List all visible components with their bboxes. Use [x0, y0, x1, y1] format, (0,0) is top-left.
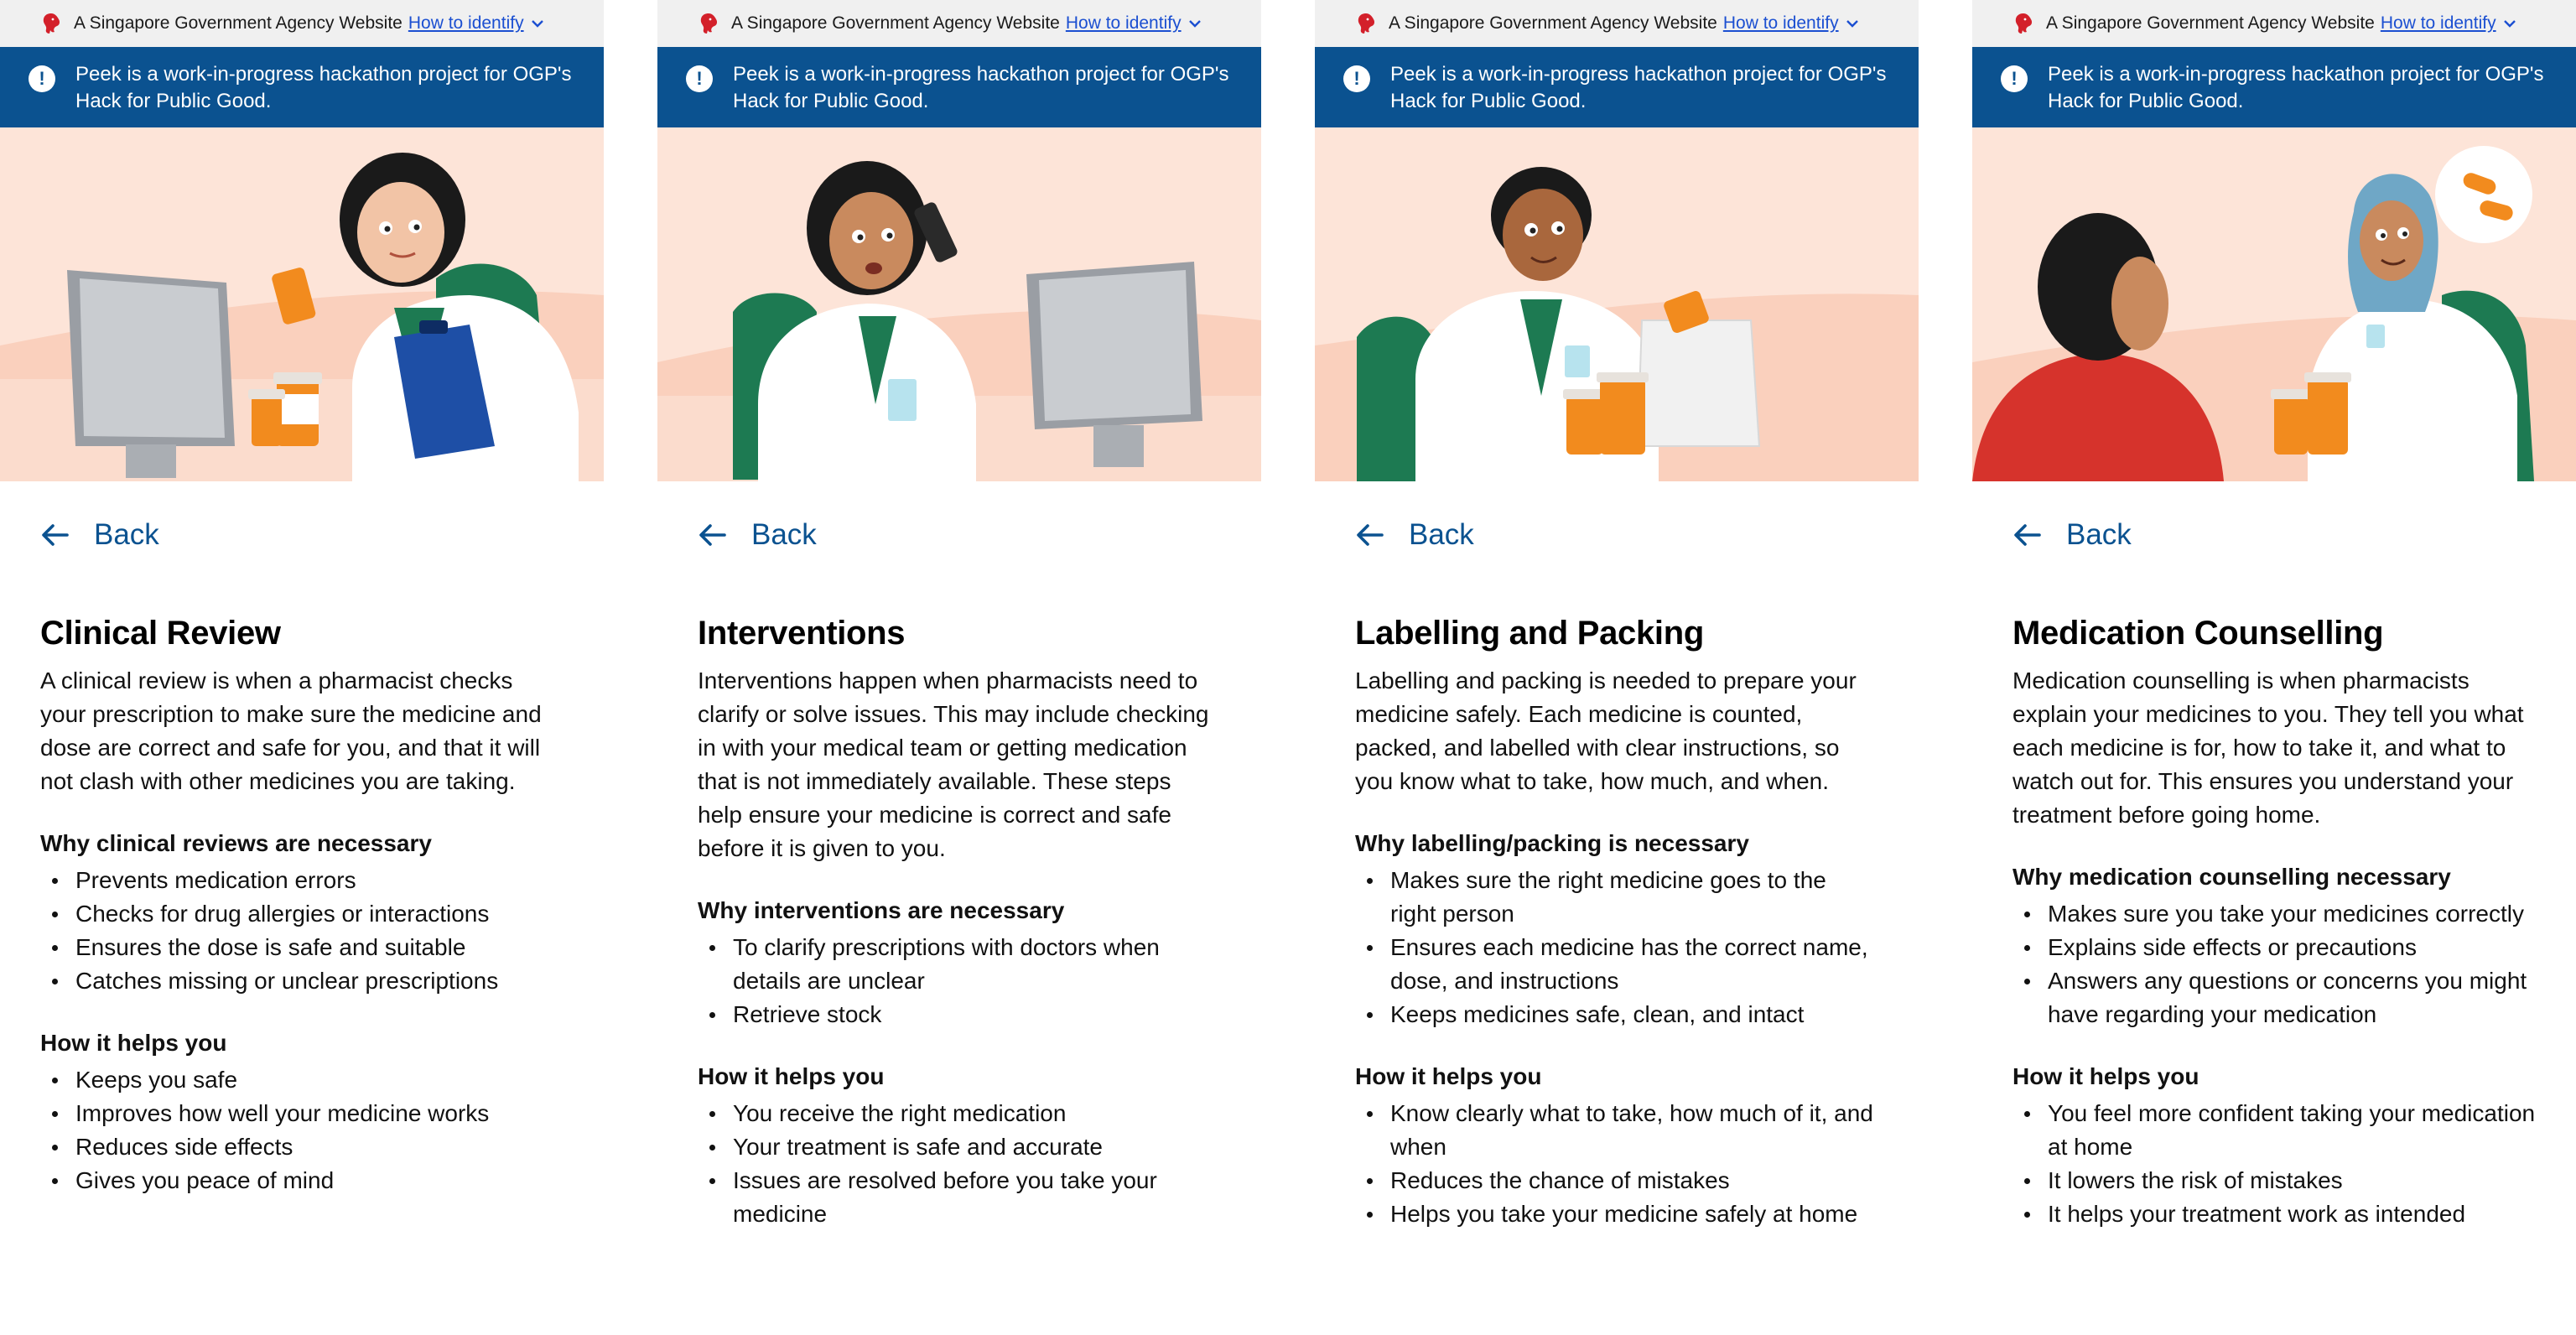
how-heading: How it helps you: [2012, 1063, 2199, 1089]
back-button[interactable]: [1355, 517, 1919, 553]
how-list: [1355, 1097, 1878, 1231]
how-to-identify-link[interactable]: How to identify: [1722, 13, 1839, 33]
page-title: Interventions: [698, 615, 906, 652]
list-item: Prevents medication errors: [40, 864, 564, 897]
singapore-lion-icon: [40, 12, 62, 35]
why-heading: Why medication counselling necessary: [2012, 864, 2451, 890]
list-item: Improves how well your medicine works: [40, 1097, 564, 1130]
gov-masthead: [657, 0, 1261, 47]
how-list: [2012, 1097, 2536, 1231]
back-label: Back: [1409, 518, 1474, 551]
masthead-text: A Singapore Government Agency Website: [2046, 13, 2375, 33]
hero-illustration-slot: [0, 127, 604, 481]
page-title: Clinical Review: [40, 615, 281, 652]
pharmacist-phone-call-illustration: [657, 127, 1261, 481]
list-item: Keeps medicines safe, clean, and intact: [1355, 998, 1878, 1031]
back-label: Back: [94, 518, 159, 551]
list-item: Ensures the dose is safe and suitable: [40, 931, 564, 964]
gov-masthead: [0, 0, 604, 47]
article-content: [1972, 612, 2576, 1231]
chevron-down-icon[interactable]: [531, 18, 544, 29]
list-item: Answers any questions or concerns you might have regarding your medication: [2012, 964, 2536, 1031]
why-list: [698, 931, 1221, 1031]
article-content: [0, 612, 604, 1197]
back-label: Back: [2066, 518, 2132, 551]
chevron-down-icon[interactable]: [1188, 18, 1202, 29]
back-button[interactable]: [40, 517, 604, 553]
intro-paragraph: Interventions happen when pharmacists need to clarify or solve issues. This may include checking in with your medical team or getting medication that is not immediately available. These steps help ensure your medicine is correct and safe before it is given to you.: [698, 668, 1209, 861]
list-item: Makes sure you take your medicines correctly: [2012, 897, 2536, 931]
article-content: [1315, 612, 1919, 1231]
banner-text: Peek is a work-in-progress hackathon project for OGP's Hack for Public Good.: [75, 63, 572, 112]
page-title: Medication Counselling: [2012, 615, 2384, 652]
list-item: It lowers the risk of mistakes: [2012, 1164, 2536, 1197]
masthead-text: A Singapore Government Agency Website: [731, 13, 1060, 33]
list-item: Ensures each medicine has the correct name, dose, and instructions: [1355, 931, 1878, 998]
singapore-lion-icon: [1355, 12, 1377, 35]
why-heading: Why interventions are necessary: [698, 897, 1065, 923]
arrow-left-icon: [1355, 522, 1384, 548]
list-item: Makes sure the right medicine goes to the right person: [1355, 864, 1878, 931]
page-panel-4: [1972, 0, 2576, 1335]
how-to-identify-link[interactable]: How to identify: [1065, 13, 1182, 33]
intro-paragraph: Labelling and packing is needed to prepare your medicine safely. Each medicine is counted, packed, and labelled with clear instructions, so you know what to take, how much, and when.: [1355, 668, 1857, 794]
info-icon: !: [1343, 65, 1370, 92]
list-item: Checks for drug allergies or interactions: [40, 897, 564, 931]
page-title: Labelling and Packing: [1355, 615, 1705, 652]
banner-text: Peek is a work-in-progress hackathon project for OGP's Hack for Public Good.: [733, 63, 1229, 112]
masthead-text: A Singapore Government Agency Website: [1389, 13, 1717, 33]
singapore-lion-icon: [698, 12, 719, 35]
list-item: It helps your treatment work as intended: [2012, 1197, 2536, 1231]
info-icon: !: [686, 65, 713, 92]
pharmacist-packing-illustration: [1315, 127, 1919, 481]
hackathon-notice-banner: [657, 47, 1261, 127]
info-icon: !: [29, 65, 55, 92]
how-heading: How it helps you: [698, 1063, 885, 1089]
info-icon: !: [2001, 65, 2028, 92]
list-item: Reduces side effects: [40, 1130, 564, 1164]
how-to-identify-link[interactable]: How to identify: [2380, 13, 2496, 33]
chevron-down-icon[interactable]: [1846, 18, 1859, 29]
chevron-down-icon[interactable]: [2503, 18, 2516, 29]
intro-paragraph: Medication counselling is when pharmacists explain your medicines to you. They tell you what each medicine is for, how to take it, and what to watch out for. This ensures you understand your treatment before going home.: [2012, 668, 2524, 828]
how-heading: How it helps you: [1355, 1063, 1542, 1089]
list-item: Explains side effects or precautions: [2012, 931, 2536, 964]
page-panel-3: [1315, 0, 1919, 1335]
list-item: To clarify prescriptions with doctors when details are unclear: [698, 931, 1221, 998]
banner-text: Peek is a work-in-progress hackathon project for OGP's Hack for Public Good.: [1390, 63, 1887, 112]
gov-masthead: [1972, 0, 2576, 47]
why-list: [2012, 897, 2536, 1031]
article-content: [657, 612, 1261, 1231]
banner-text: Peek is a work-in-progress hackathon project for OGP's Hack for Public Good.: [2048, 63, 2544, 112]
hackathon-notice-banner: [1972, 47, 2576, 127]
back-button[interactable]: [2012, 517, 2576, 553]
back-button[interactable]: [698, 517, 1261, 553]
hero-illustration-slot: [1972, 127, 2576, 481]
why-list: [40, 864, 564, 998]
how-list: [698, 1097, 1221, 1231]
arrow-left-icon: [40, 522, 69, 548]
arrow-left-icon: [698, 522, 726, 548]
list-item: Catches missing or unclear prescriptions: [40, 964, 564, 998]
gov-masthead: [1315, 0, 1919, 47]
singapore-lion-icon: [2012, 12, 2034, 35]
hackathon-notice-banner: [1315, 47, 1919, 127]
how-heading: How it helps you: [40, 1030, 227, 1056]
list-item: Issues are resolved before you take your medicine: [698, 1164, 1221, 1231]
how-list: [40, 1063, 564, 1197]
pharmacist-counselling-illustration: [1972, 127, 2576, 481]
hackathon-notice-banner: [0, 47, 604, 127]
hero-illustration-slot: [1315, 127, 1919, 481]
list-item: Your treatment is safe and accurate: [698, 1130, 1221, 1164]
why-list: [1355, 864, 1878, 1031]
hero-illustration-slot: [657, 127, 1261, 481]
back-label: Back: [751, 518, 817, 551]
list-item: Retrieve stock: [698, 998, 1221, 1031]
list-item: Gives you peace of mind: [40, 1164, 564, 1197]
list-item: Reduces the chance of mistakes: [1355, 1164, 1878, 1197]
page-panel-2: [657, 0, 1261, 1335]
arrow-left-icon: [2012, 522, 2041, 548]
masthead-text: A Singapore Government Agency Website: [74, 13, 402, 33]
list-item: You feel more confident taking your medication at home: [2012, 1097, 2536, 1164]
list-item: Know clearly what to take, how much of it, and when: [1355, 1097, 1878, 1164]
list-item: You receive the right medication: [698, 1097, 1221, 1130]
why-heading: Why clinical reviews are necessary: [40, 830, 432, 856]
list-item: Helps you take your medicine safely at home: [1355, 1197, 1878, 1231]
why-heading: Why labelling/packing is necessary: [1355, 830, 1749, 856]
how-to-identify-link[interactable]: How to identify: [408, 13, 524, 33]
intro-paragraph: A clinical review is when a pharmacist checks your prescription to make sure the medicine and dose are correct and safe for you, and that it will not clash with other medicines you are taking.: [40, 668, 542, 794]
list-item: Keeps you safe: [40, 1063, 564, 1097]
page-panel-1: [0, 0, 604, 1335]
pharmacist-review-illustration: [0, 127, 604, 481]
